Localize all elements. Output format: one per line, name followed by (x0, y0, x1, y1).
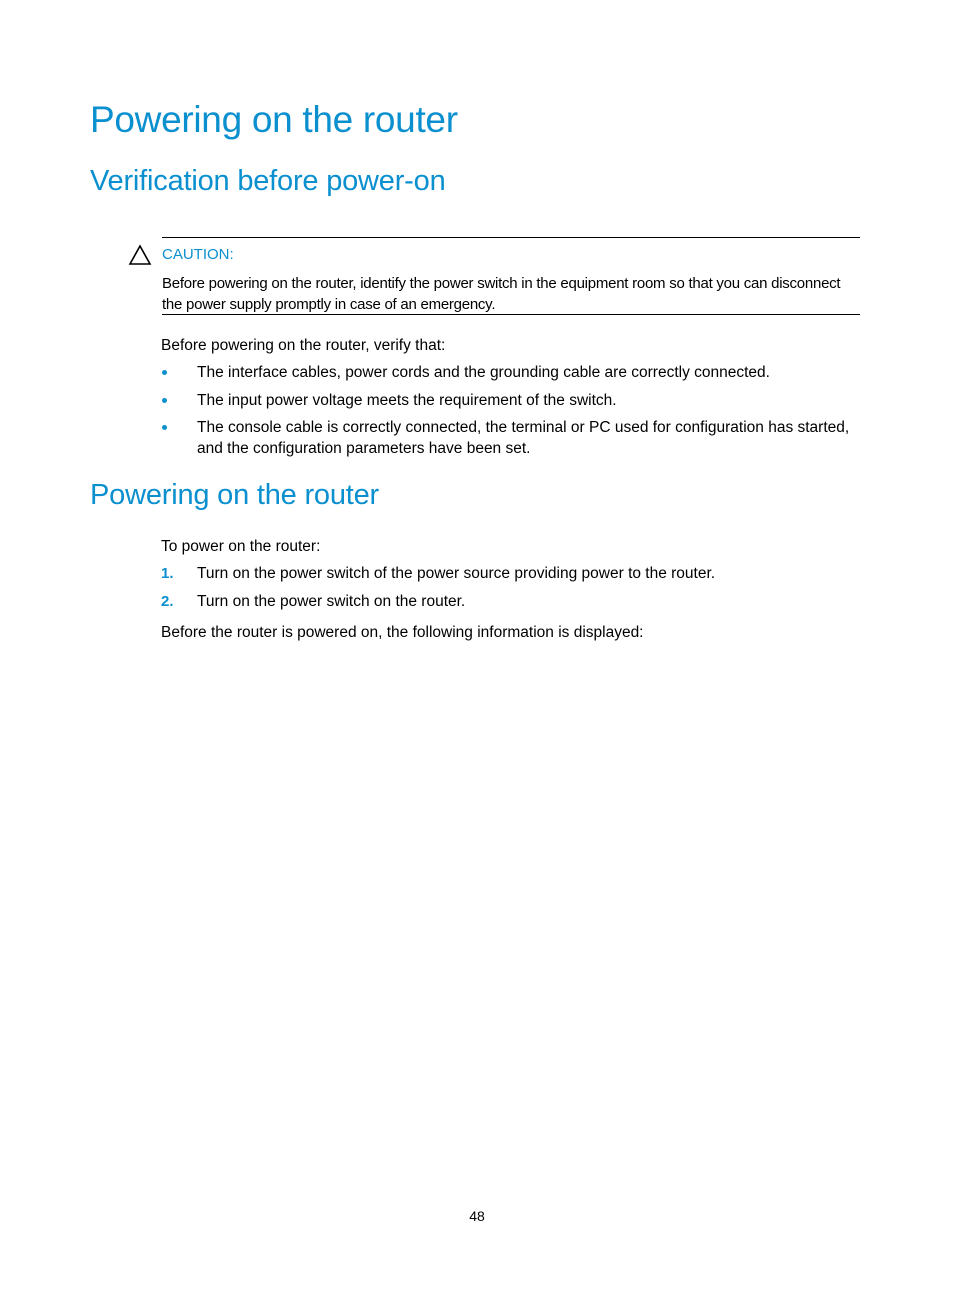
bullet-icon (162, 370, 167, 375)
step-number: 1. (161, 565, 174, 582)
caution-label: CAUTION: (162, 246, 234, 263)
step-text: Turn on the power switch on the router. (197, 593, 466, 610)
bullet-text: The console cable is correctly connected, the terminal or PC used for configuration has started, and the configuration parameters have been set. (197, 419, 850, 457)
caution-box (162, 237, 860, 315)
page-number: 48 (469, 1208, 485, 1224)
bullet-icon (162, 398, 167, 403)
step-text: Turn on the power switch of the power source providing power to the router. (197, 565, 716, 582)
bullet-icon (162, 425, 167, 430)
bullet-text: The input power voltage meets the requirement of the switch. (197, 392, 617, 409)
verification-intro: Before powering on the router, verify that: (161, 337, 446, 354)
caution-text: Before powering on the router, identify the power switch in the equipment room so that you can disconnect the power supply promptly in case of an emergency. (162, 275, 841, 313)
powering-outro: Before the router is powered on, the following information is displayed: (161, 624, 644, 641)
step-number: 2. (161, 593, 174, 610)
page-title: Powering on the router (90, 99, 458, 140)
powering-intro: To power on the router: (161, 538, 321, 555)
section-heading-verification: Verification before power-on (90, 165, 446, 197)
warning-triangle-icon (128, 244, 152, 266)
section-heading-powering: Powering on the router (90, 479, 379, 511)
bullet-text: The interface cables, power cords and the grounding cable are correctly connected. (197, 364, 770, 381)
